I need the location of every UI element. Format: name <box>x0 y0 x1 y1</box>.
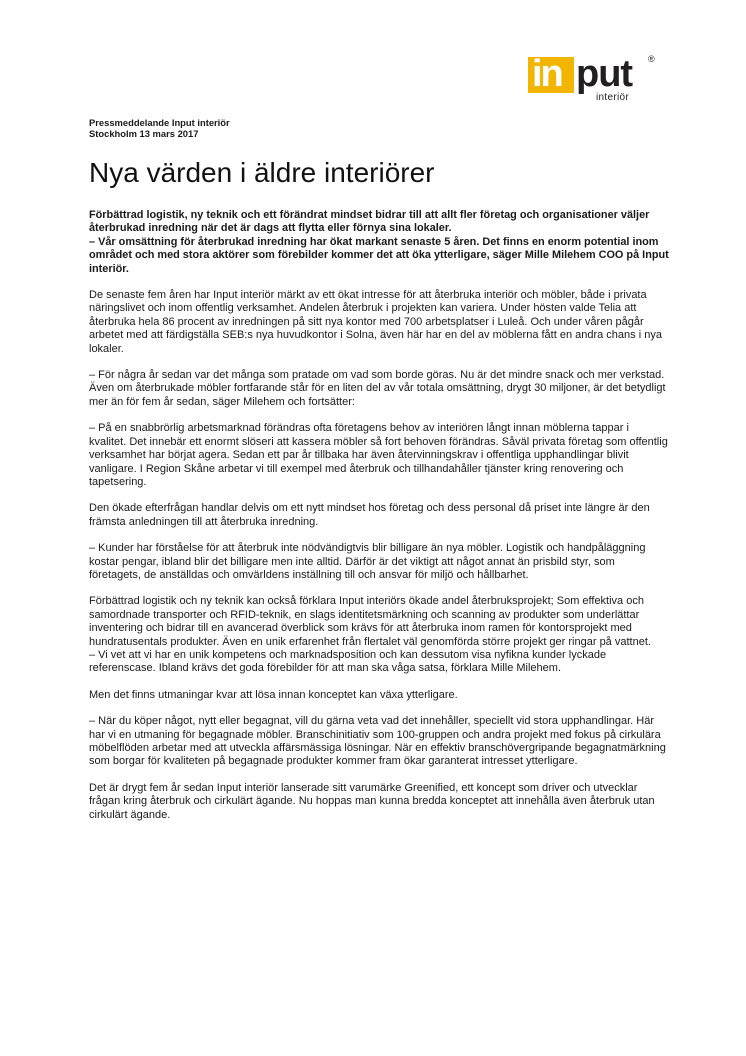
body-paragraph: – När du köper något, nytt eller begagnat, vill du gärna veta vad det innehåller, speciellt vid stora upphandlingar. Här har vi en utmaning för begagnade möbler. Branschinitiativ som 100-gruppen och andra projekt med fokus på cirkulära möbelflöden arbetar med att utveckla affärsmässiga lösningar. När en effektiv branschövergripande begagnatmärkning som borgar för kvaliteten på begagnade produkter kommer fram ökar garanterat intresset ytterligare. <box>89 715 666 768</box>
body-paragraph: Det är drygt fem år sedan Input interiör lanserade sitt varumärke Greenified, ett koncept som driver och utvecklar frågan kring återbruk och cirkulärt ägande. Nu hoppas man kunna bredda konceptet att innehålla även återbruk utan cirkulärt ägande. <box>89 781 655 821</box>
body-paragraph: – För några år sedan var det många som pratade om vad som borde göras. Nu är det mindre snack och mer verkstad. Även om återbrukade möbler fortfarande står för en liten del av vår totala omsättning, drygt 30 miljoner, är det betydligt mer än för fem år sedan, säger Milehem och fortsätter: <box>89 369 666 408</box>
lead-paragraph: Förbättrad logistik, ny teknik och ett förändrat mindset bidrar till att allt fler företag och organisationer väljer återbrukad inredning när det är dags att flytta eller förnya sina lokaler. – Vår omsättning för återbrukad inredning har ökat markant senaste 5 åren. Det finns en enorm potential inom området och med stora aktörer som förebilder kommer det att öka ytterligare, säger Mille Milehem COO på Input interiör. <box>89 209 669 275</box>
body-paragraph: Förbättrad logistik och ny teknik kan också förklara Input interiörs ökade andel återbruksprojekt; Som effektiva och samordnade transporter och RFID-teknik, en slags identitetsmärkning och scanning av produkter som underlättar inventering och bidrar till en avancerad överblick som krävs för att återbruka inom ramen för kontorsprojekt med hundratusentals produkter. Även en unik erfarenhet från flertalet väl genomförda större projekt ger ringar på vattnet. <box>89 595 651 648</box>
article-body <box>89 209 669 835</box>
logo-registered-mark: ® <box>648 54 655 64</box>
body-paragraph: Den ökade efterfrågan handlar delvis om ett nytt mindset hos företag och dess personal då priset inte längre är den främsta anledningen till att återbruka inredning. <box>89 502 650 528</box>
input-interior-logo <box>524 52 660 104</box>
logo-text-put: put <box>576 53 633 95</box>
page-title: Nya värden i äldre interiörer <box>89 157 435 188</box>
press-release-label: Pressmeddelande Input interiör <box>89 117 230 128</box>
press-release-meta <box>89 117 230 139</box>
body-paragraph: De senaste fem åren har Input interiör märkt av ett ökat intresse för att återbruka interiör och möbler, både i privata näringslivet och inom offentlig verksamhet. Andelen återbruk i projekten kan variera. Under hösten valde Telia att återbruka hela 86 procent av inredningen på sitt nya kontor med 700 arbetsplatser i Luleå. Och under våren pågår arbetet med att färdigställa SEB:s nya huvudkontor i Solna, även här har en del av möblerna fått en andra chans i nya lokaler. <box>89 289 662 355</box>
logo-text-in: in <box>532 53 562 95</box>
press-release-dateline: Stockholm 13 mars 2017 <box>89 128 199 139</box>
body-paragraph: Men det finns utmaningar kvar att lösa innan konceptet kan växa ytterligare. <box>89 688 458 701</box>
logo-subtitle: interiör <box>596 92 629 103</box>
body-paragraph: – Kunder har förståelse för att återbruk inte nödvändigtvis blir billigare än nya möbler. Logistik och handpåläggning kostar pengar, ibland blir det billigare men inte alltid. Därför är det viktigt att något annat än prisbild styr, som företagets, de anställdas och omvärldens inställning till och ansvar för miljö och hållbarhet. <box>89 542 646 581</box>
body-paragraph: – Vi vet att vi har en unik kompetens och marknadsposition och kan dessutom visa nyfikna kunder lyckade referenscase. Ibland krävs det goda förebilder för att man ska våga satsa, förklara Mille Milehem. <box>89 648 607 675</box>
body-paragraph: – På en snabbrörlig arbetsmarknad förändras ofta företagens behov av interiören långt innan möblerna tappar i kvalitet. Det innebär ett enormt slöseri att kassera möbler så fort behoven förändras. Såväl privata företag som offentlig verksamhet har börjat agera. Sedan ett par år tillbaka har även återvinningskrav i offentliga upphandlingar blivit vanligare. I Region Skåne arbetar vi till exempel med återbruk och tillhandahåller tjänster kring renovering och tapetsering. <box>89 422 668 488</box>
